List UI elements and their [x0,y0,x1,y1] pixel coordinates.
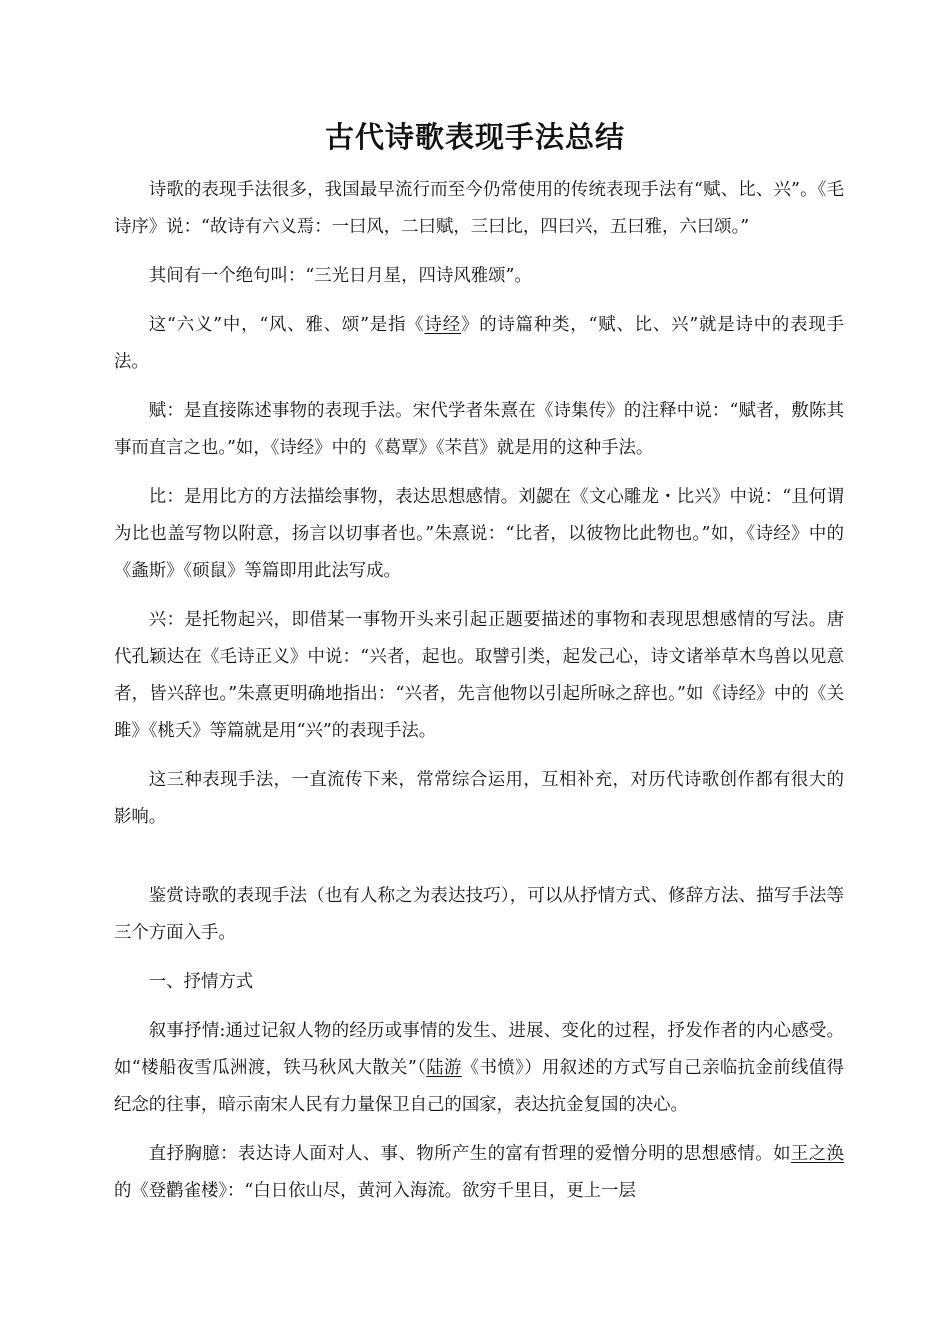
paragraph-text: 一、抒情方式 [148,972,254,992]
document-body [114,172,844,1222]
paragraph [114,258,844,295]
paragraph-text: 》的诗篇种类，“赋、比、兴”就是诗中的表现手法。 [114,315,844,372]
paragraph [114,1136,844,1210]
paragraph [114,307,844,381]
linked-term[interactable]: 陆游 [426,1058,462,1078]
paragraph [114,479,844,590]
paragraph [114,172,844,246]
paragraph-text: 兴：是托物起兴，即借某一事物开头来引起正题要描述的事物和表现思想感情的写法。唐代孔颖达在《毛诗正义》中说：“兴者，起也。取譬引类，起发己心，诗文诸举草木鸟兽以见意者，皆兴辞也。”朱熹更明确地指出：“兴者，先言他物以引起所咏之辞也。”如《诗经》中的《关雎》《桃夭》等篇就是用“兴”的表现手法。 [114,610,844,741]
paragraph-text: 鉴赏诗歌的表现手法（也有人称之为表达技巧），可以从抒情方式、修辞方法、描写手法等三个方面入手。 [114,886,844,943]
paragraph-text: 比：是用比方的方法描绘事物，表达思想感情。刘勰在《文心雕龙・比兴》中说：“且何谓为比也盖写物以附意，扬言以切事者也。”朱熹说：“比者，以彼物比此物也。”如，《诗经》中的《螽斯》《硕鼠》等篇即用此法写成。 [114,487,844,581]
linked-term[interactable]: 王之涣 [790,1144,844,1164]
document-title: 古代诗歌表现手法总结 [324,120,625,154]
paragraph-text: 这“六义”中，“风、雅、颂”是指《 [148,315,425,335]
paragraph-text: 的《登鹳雀楼》：“白日依山尽，黄河入海流。欲穷千里目，更上一层 [114,1181,636,1201]
paragraph [114,964,844,1001]
paragraph-text: 叙事抒情:通过记叙人物的经历或事情的发生、进展、变化的过程，抒发作者的内心感受。如“楼船夜雪瓜洲渡，铁马秋风大散关”（ [114,1021,844,1078]
paragraph [114,878,844,952]
linked-term[interactable]: 诗经 [424,315,461,335]
paragraph-text: 《书愤》）用叙述的方式写自己亲临抗金前线值得纪念的往事，暗示南宋人民有力量保卫自己的国家，表达抗金复国的决心。 [114,1058,844,1115]
paragraph-text: 这三种表现手法，一直流传下来，常常综合运用，互相补充，对历代诗歌创作都有很大的影响。 [114,770,844,827]
paragraph-text: 赋：是直接陈述事物的表现手法。宋代学者朱熹在《诗集传》的注释中说：“赋者，敷陈其事而直言之也。”如，《诗经》中的《葛覃》《芣苢》就是用的这种手法。 [114,401,844,458]
paragraph [114,602,844,750]
paragraph-text: 诗歌的表现手法很多，我国最早流行而至今仍常使用的传统表现手法有“赋、比、兴”。《毛诗序》说：“故诗有六义焉：一曰风，二曰赋，三曰比，四曰兴，五曰雅，六曰颂。” [114,180,844,237]
paragraph [114,393,844,467]
paragraph-text: 直抒胸臆：表达诗人面对人、事、物所产生的富有哲理的爱憎分明的思想感情。如 [148,1144,791,1164]
paragraph-text: 其间有一个绝句叫：“三光日月星，四诗风雅颂”。 [148,266,532,286]
paragraph [114,1013,844,1124]
paragraph [114,762,844,836]
